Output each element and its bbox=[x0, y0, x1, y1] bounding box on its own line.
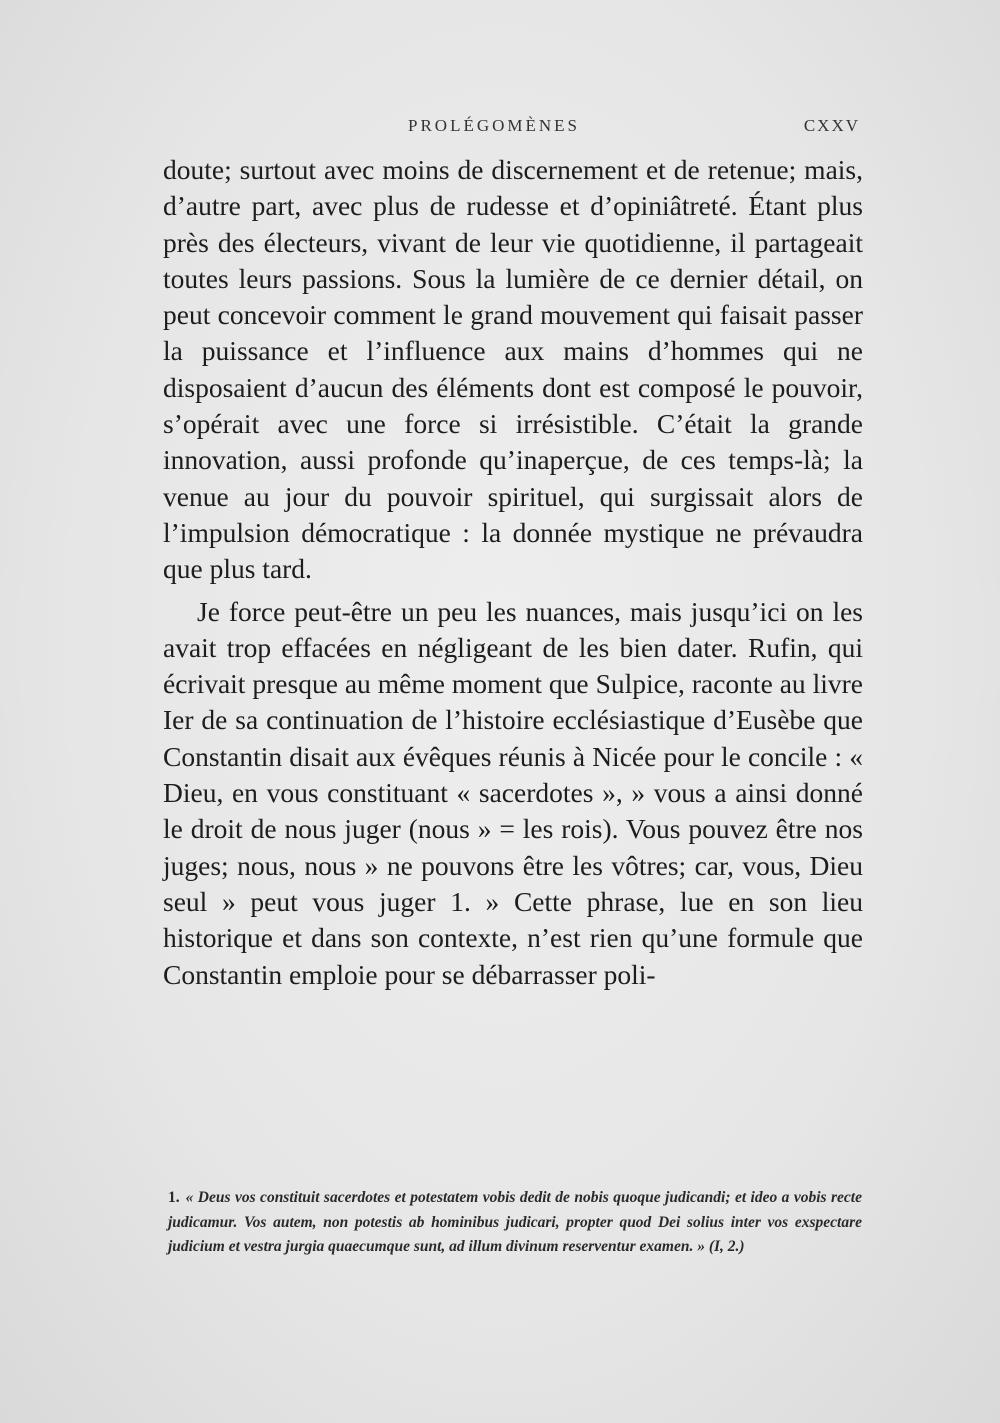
paragraph: Je force peut-être un peu les nuances, mais jusqu’ici on les avait trop effacées en négligeant de les bien dater. Rufin, qui écrivait presque au même moment que Sulpice, raconte au livre Ier de sa continuation de l’histoire ecclésiastique d’Eusèbe que Constantin disait aux évêques réunis à Nicée pour le concile : « Dieu, en vous constituant « sacerdotes », » vous a ainsi donné le droit de nous juger (nous » = les rois). Vous pouvez être nos juges; nous, nous » ne pouvons être les vôtres; car, vous, Dieu seul » peut vous juger 1. » Cette phrase, lue en son lieu historique et dans son contexte, n’est rien qu’une formule que Constantin emploie pour se débarrasser poli- bbox=[163, 595, 863, 990]
body-text bbox=[163, 152, 863, 993]
running-head bbox=[165, 116, 860, 140]
page-number: CXXV bbox=[803, 116, 860, 135]
footnote bbox=[168, 1186, 862, 1260]
footnote-marker: 1. bbox=[168, 1189, 180, 1206]
footnote-text: « Deus vos constituit sacerdotes et potestatem vobis dedit de nobis quoque judicandi; et ideo a vobis recte judicamur. Vos autem, non potestis ab hominibus judicari, propter quod Dei solius inter vos exspectare judicium et vestra jurgia quaecumque sunt, ad illum divinum reserventur examen. » (I, 2.) bbox=[168, 1189, 862, 1255]
paragraph: doute; surtout avec moins de discernement et de retenue; mais, d’autre part, avec plus de rudesse et d’opiniâtreté. Étant plus près des électeurs, vivant de leur vie quotidienne, il partageait toutes leurs passions. Sous la lumière de ce dernier détail, on peut concevoir comment le grand mouvement qui faisait passer la puissance et l’influence aux mains d’hommes qui ne disposaient d’aucun des éléments dont est composé le pouvoir, s’opérait avec une force si irrésistible. C’était la grande innovation, aussi profonde qu’inaperçue, de ces temps-là; la venue au jour du pouvoir spirituel, qui surgissait alors de l’impulsion démocratique : la donnée mystique ne prévaudra que plus tard. bbox=[163, 154, 863, 585]
footnotes bbox=[168, 1186, 862, 1260]
running-title: PROLÉGOMÈNES bbox=[408, 116, 581, 135]
